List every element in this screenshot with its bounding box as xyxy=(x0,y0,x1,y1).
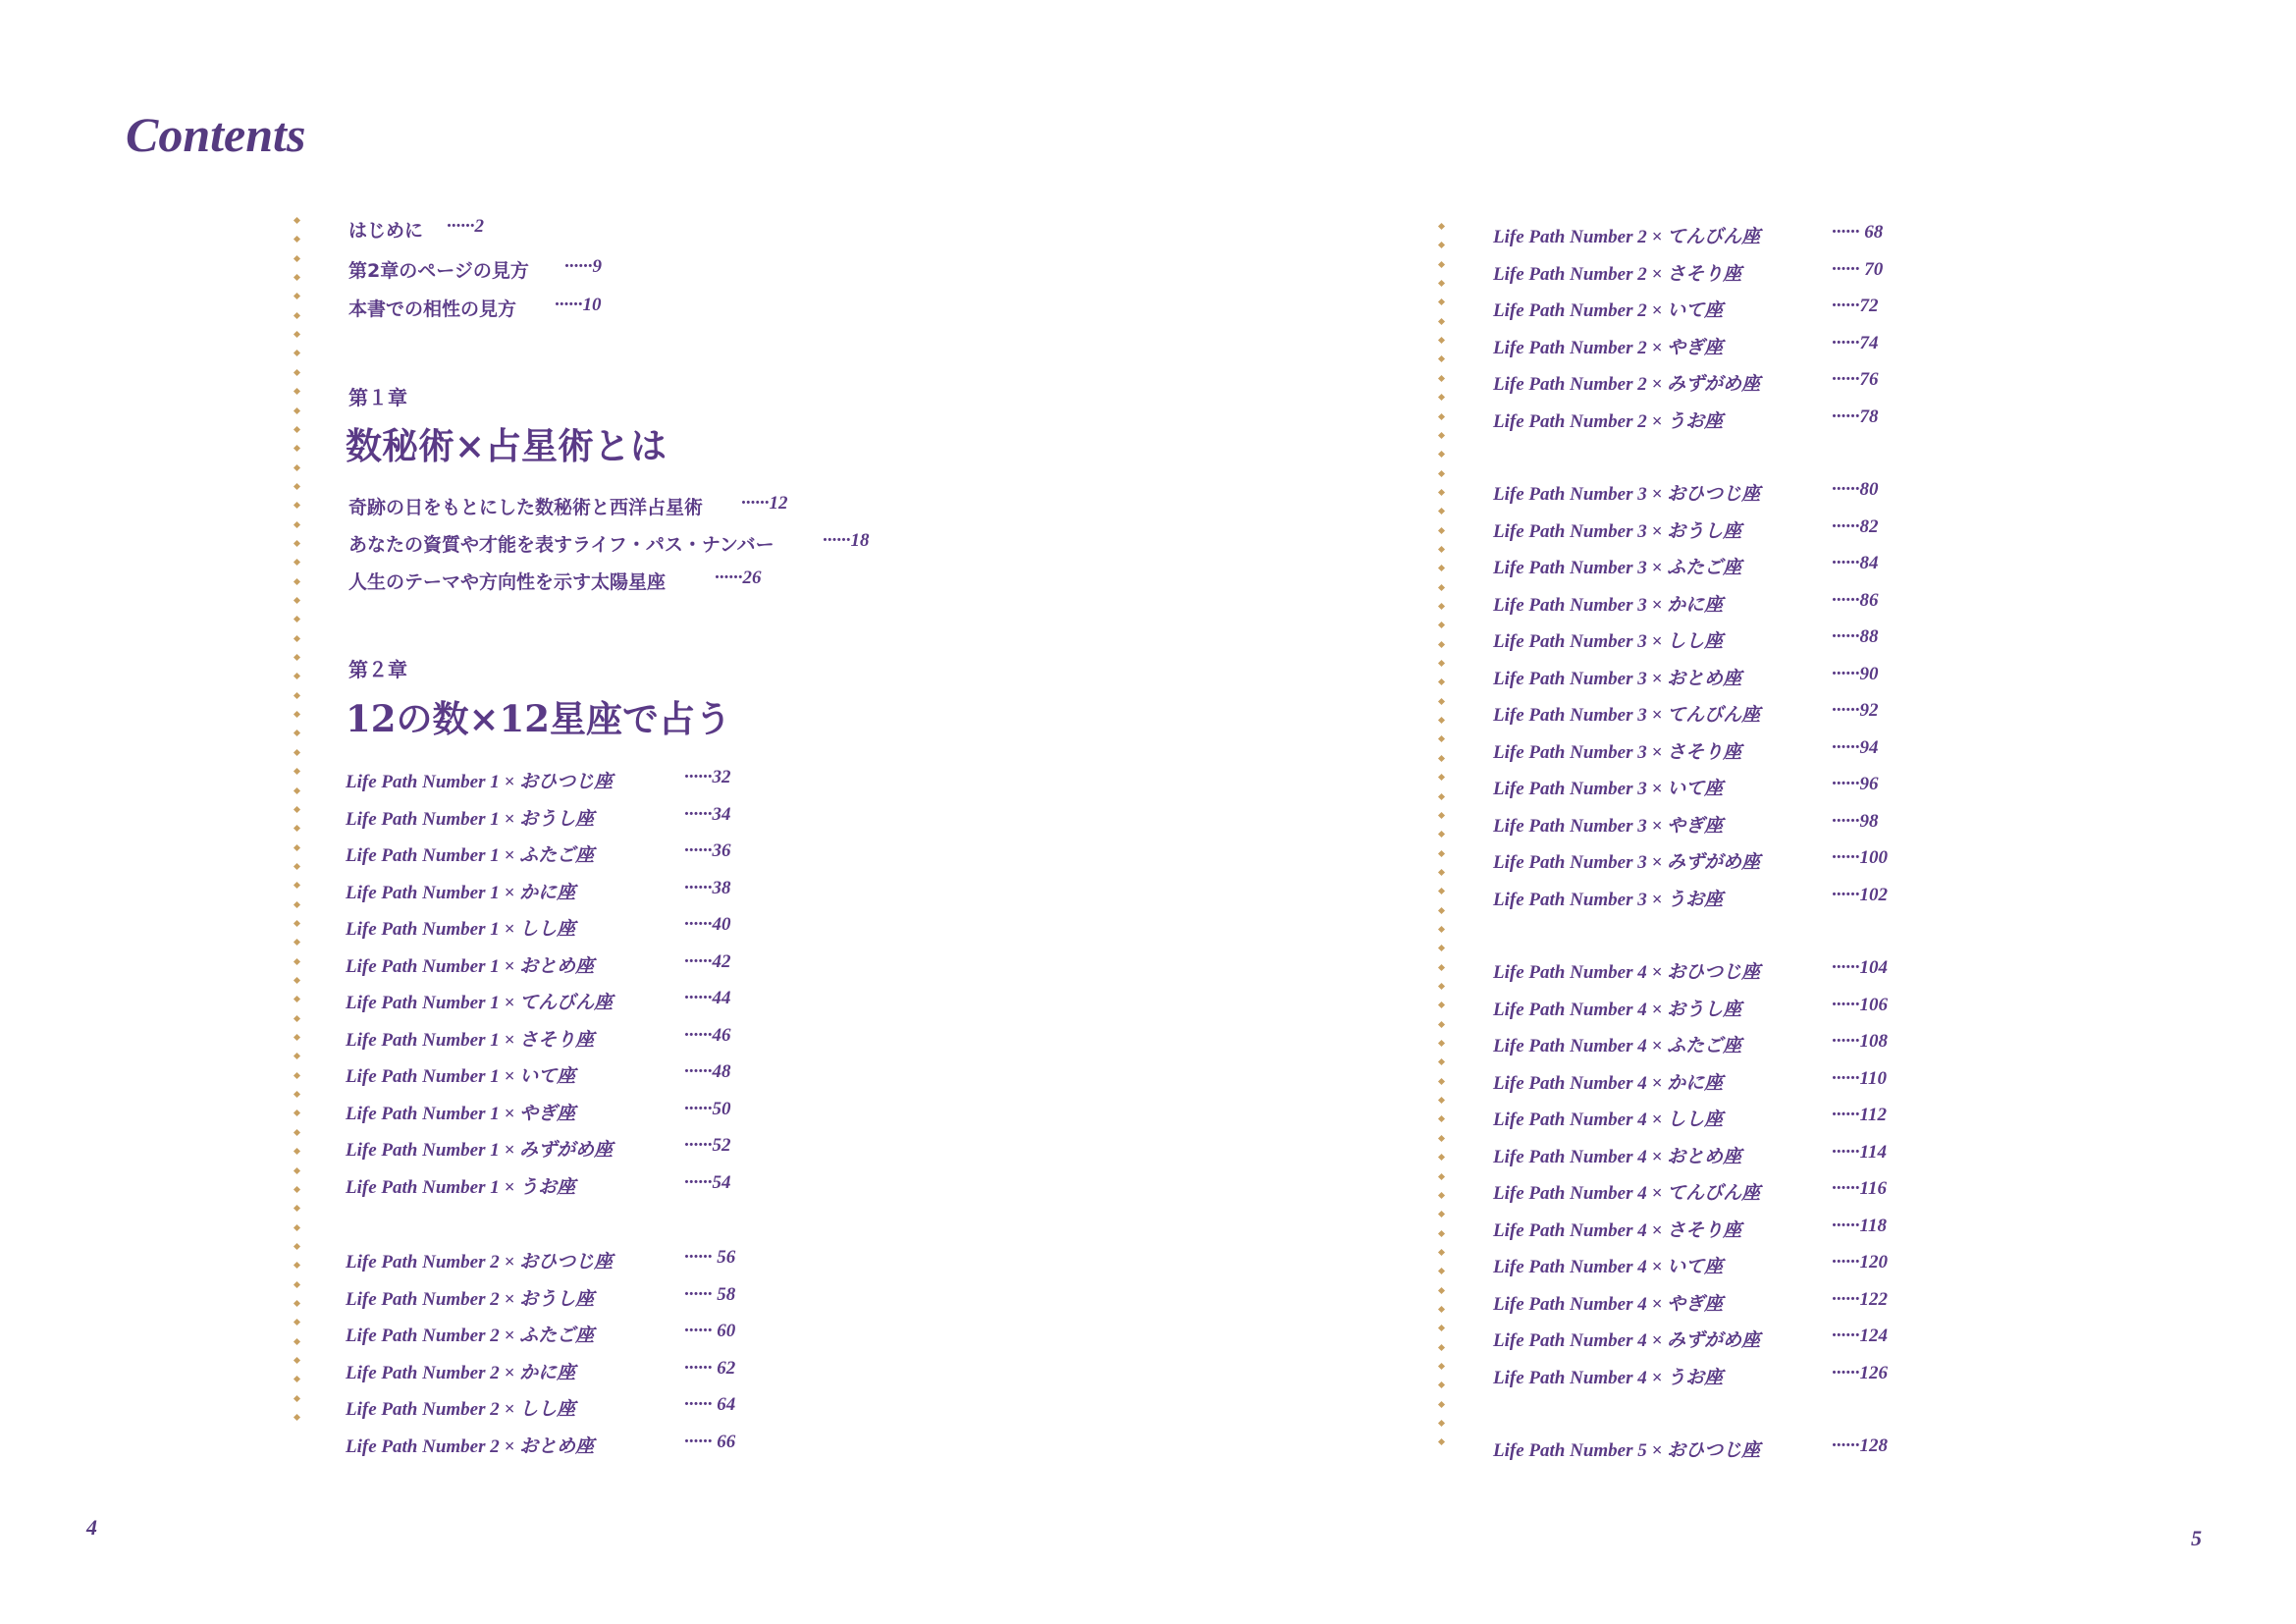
toc-entry-label: Life Path Number 3 × みずがめ座 xyxy=(1493,852,1761,873)
toc-entry[interactable] xyxy=(1493,1252,1888,1278)
toc-entry-label: Life Path Number 4 × いて座 xyxy=(1493,1257,1724,1277)
toc-entry-label: あなたの資質や才能を表すライフ・パス・ナンバー xyxy=(348,534,774,556)
toc-entry-page: ······ 62 xyxy=(684,1357,736,1379)
toc-entry[interactable] xyxy=(1493,626,1879,653)
toc-entry-page: ······78 xyxy=(1832,406,1879,427)
toc-entry-label: Life Path Number 4 × てんびん座 xyxy=(1493,1183,1761,1204)
toc-entry[interactable] xyxy=(346,877,731,904)
toc-entry[interactable] xyxy=(346,1171,731,1199)
toc-entry-page: ······94 xyxy=(1832,736,1879,758)
page-number-right: 5 xyxy=(2191,1526,2202,1550)
toc-entry-label: Life Path Number 2 × やぎ座 xyxy=(1493,337,1724,358)
toc-entry[interactable] xyxy=(1493,1215,1887,1242)
toc-entry-label: Life Path Number 2 × かに座 xyxy=(346,1362,576,1383)
toc-entry-label: Life Path Number 1 × さそり座 xyxy=(346,1029,595,1051)
toc-entry-page: ······ 64 xyxy=(684,1394,736,1415)
chapter-1-label: 第１章 xyxy=(348,386,407,409)
toc-entry-page: ······42 xyxy=(684,950,731,972)
toc-entry-page: ······116 xyxy=(1832,1178,1887,1199)
toc-entry-page: ······108 xyxy=(1832,1031,1888,1052)
toc-entry-label: Life Path Number 2 × いて座 xyxy=(1493,300,1724,321)
toc-entry[interactable] xyxy=(1493,1105,1887,1131)
toc-entry-page: ······44 xyxy=(684,988,731,1008)
toc-entry-label: Life Path Number 3 × てんびん座 xyxy=(1493,705,1761,726)
chapter-2-label: 第２章 xyxy=(348,658,407,681)
toc-entry-page: ······72 xyxy=(1832,296,1879,316)
toc-entry-label: Life Path Number 1 × てんびん座 xyxy=(346,993,614,1013)
toc-entry-page: ······126 xyxy=(1832,1362,1888,1383)
toc-entry[interactable] xyxy=(346,840,731,867)
chapter-2-title[interactable]: 12の数×12星座で占う xyxy=(346,697,731,740)
toc-entry-page: ······ 66 xyxy=(684,1431,736,1452)
toc-entry-label: Life Path Number 1 × いて座 xyxy=(346,1066,576,1087)
toc-entry[interactable] xyxy=(1493,700,1879,727)
toc-entry[interactable] xyxy=(348,530,870,557)
toc-entry-page: ······48 xyxy=(684,1061,731,1082)
toc-entry-page: ······96 xyxy=(1832,774,1879,794)
toc-entry-label: はじめに xyxy=(348,220,424,242)
toc-entry-label: Life Path Number 1 × かに座 xyxy=(346,882,576,903)
toc-entry[interactable] xyxy=(346,803,731,831)
toc-entry-page: ······114 xyxy=(1832,1141,1887,1163)
toc-entry-page: ······86 xyxy=(1832,589,1879,611)
toc-entry-page: ······76 xyxy=(1832,369,1879,390)
toc-entry-page: ······120 xyxy=(1832,1252,1888,1272)
toc-entry-label: Life Path Number 3 × おひつじ座 xyxy=(1493,484,1761,505)
toc-entry-label: Life Path Number 1 × ふたご座 xyxy=(346,845,595,866)
toc-entry-page: ······38 xyxy=(684,877,731,898)
toc-entry[interactable] xyxy=(1493,332,1879,359)
toc-entry-page: ······ 56 xyxy=(684,1247,736,1268)
toc-entry[interactable] xyxy=(1493,663,1879,690)
toc-entry[interactable] xyxy=(346,1247,736,1273)
page-title: Contents xyxy=(126,107,306,162)
toc-entry[interactable] xyxy=(1493,296,1879,322)
toc-entry[interactable] xyxy=(346,1431,736,1458)
toc-entry[interactable] xyxy=(1493,847,1888,874)
toc-entry[interactable] xyxy=(346,767,731,793)
toc-entry[interactable] xyxy=(1493,810,1879,838)
toc-entry[interactable] xyxy=(346,1394,736,1421)
toc-entry-page: ······ 58 xyxy=(684,1283,736,1305)
toc-entry-page: ······50 xyxy=(684,1098,731,1119)
page-number-left: 4 xyxy=(86,1515,97,1540)
toc-entry[interactable] xyxy=(1493,736,1879,764)
toc-entry-label: Life Path Number 1 × おうし座 xyxy=(346,808,595,830)
toc-entry-label: Life Path Number 3 × おとめ座 xyxy=(1493,668,1742,689)
toc-entry[interactable] xyxy=(348,568,762,594)
toc-entry[interactable] xyxy=(348,295,602,321)
toc-entry-label: Life Path Number 1 × おひつじ座 xyxy=(346,772,614,792)
toc-entry-label: Life Path Number 3 × しし座 xyxy=(1493,631,1724,652)
toc-entry-label: Life Path Number 1 × みずがめ座 xyxy=(346,1140,614,1161)
toc-entry-page: ······122 xyxy=(1832,1288,1888,1310)
toc-entry[interactable] xyxy=(348,493,788,519)
toc-entry-page: ······26 xyxy=(715,568,762,588)
toc-entry[interactable] xyxy=(1493,515,1879,543)
toc-entry-page: ······34 xyxy=(684,803,731,825)
toc-entry-page: ······124 xyxy=(1832,1326,1888,1346)
toc-entry[interactable] xyxy=(346,1135,731,1162)
toc-entry[interactable] xyxy=(1493,1326,1888,1352)
toc-entry-page: ······40 xyxy=(684,914,731,935)
toc-entry-page: ······74 xyxy=(1832,332,1879,353)
toc-entry-page: ······ 68 xyxy=(1832,222,1884,243)
toc-entry-label: Life Path Number 3 × さそり座 xyxy=(1493,741,1742,763)
toc-entry-label: Life Path Number 4 × おうし座 xyxy=(1493,999,1742,1020)
toc-entry-label: Life Path Number 4 × しし座 xyxy=(1493,1110,1724,1130)
toc-entry-label: Life Path Number 3 × いて座 xyxy=(1493,779,1724,799)
toc-entry-page: ······84 xyxy=(1832,553,1879,573)
toc-entry[interactable] xyxy=(1493,479,1879,506)
toc-entry-page: ······82 xyxy=(1832,515,1879,537)
toc-entry-label: Life Path Number 4 × ふたご座 xyxy=(1493,1036,1742,1056)
toc-entry-label: Life Path Number 4 × おひつじ座 xyxy=(1493,962,1761,983)
toc-entry-label: Life Path Number 1 × しし座 xyxy=(346,919,576,940)
toc-entry-label: Life Path Number 2 × ふたご座 xyxy=(346,1326,595,1346)
toc-entry[interactable] xyxy=(346,1098,731,1125)
toc-entry[interactable] xyxy=(348,216,484,243)
toc-entry[interactable] xyxy=(346,1321,736,1347)
toc-entry-page: ······18 xyxy=(823,530,870,551)
toc-entry[interactable] xyxy=(1493,369,1879,396)
toc-entry-page: ······110 xyxy=(1832,1067,1887,1089)
toc-entry-page: ······36 xyxy=(684,840,731,861)
toc-entry-page: ······112 xyxy=(1832,1105,1887,1125)
toc-entry[interactable] xyxy=(1493,1067,1887,1095)
toc-entry-page: ······118 xyxy=(1832,1215,1887,1236)
toc-entry[interactable] xyxy=(1493,884,1888,911)
toc-entry-label: Life Path Number 2 × さそり座 xyxy=(1493,263,1742,285)
toc-entry-label: Life Path Number 4 × さそり座 xyxy=(1493,1219,1742,1241)
toc-entry-label: Life Path Number 4 × かに座 xyxy=(1493,1072,1724,1094)
toc-entry-label: Life Path Number 2 × しし座 xyxy=(346,1399,576,1420)
toc-entry[interactable] xyxy=(1493,957,1888,984)
toc-entry[interactable] xyxy=(1493,1362,1888,1389)
toc-entry[interactable] xyxy=(346,1283,736,1311)
toc-entry-page: ······ 70 xyxy=(1832,258,1884,280)
toc-entry-page: ······32 xyxy=(684,767,731,787)
toc-entry-label: 奇跡の日をもとにした数秘術と西洋占星術 xyxy=(348,497,704,518)
toc-entry-page: ······98 xyxy=(1832,810,1879,832)
toc-entry-label: Life Path Number 1 × うお座 xyxy=(346,1176,576,1198)
toc-entry-page: ······52 xyxy=(684,1135,731,1156)
toc-entry-label: Life Path Number 3 × おうし座 xyxy=(1493,520,1742,542)
toc-entry-page: ······54 xyxy=(684,1171,731,1193)
toc-entry-label: Life Path Number 3 × かに座 xyxy=(1493,594,1724,616)
toc-entry-label: Life Path Number 2 × おひつじ座 xyxy=(346,1252,614,1272)
toc-entry[interactable] xyxy=(1493,553,1879,579)
toc-entry-label: Life Path Number 4 × おとめ座 xyxy=(1493,1146,1742,1167)
toc-entry-page: ······104 xyxy=(1832,957,1888,978)
toc-entry-label: Life Path Number 3 × ふたご座 xyxy=(1493,558,1742,578)
toc-entry[interactable] xyxy=(346,988,731,1014)
toc-entry-label: Life Path Number 1 × おとめ座 xyxy=(346,955,595,977)
toc-entry[interactable] xyxy=(1493,994,1888,1021)
toc-entry-page: ······92 xyxy=(1832,700,1879,721)
toc-entry-label: 第2章のページの見方 xyxy=(348,260,529,282)
toc-entry-label: Life Path Number 2 × みずがめ座 xyxy=(1493,374,1761,395)
toc-entry-page: ······128 xyxy=(1832,1435,1888,1456)
toc-entry-label: Life Path Number 4 × うお座 xyxy=(1493,1367,1724,1388)
toc-entry[interactable] xyxy=(1493,1288,1888,1316)
toc-entry-label: Life Path Number 2 × てんびん座 xyxy=(1493,227,1761,247)
toc-entry[interactable] xyxy=(346,1024,731,1052)
toc-entry[interactable] xyxy=(346,914,731,941)
toc-entry[interactable] xyxy=(1493,589,1879,617)
toc-entry-page: ······106 xyxy=(1832,994,1888,1015)
toc-entry-label: Life Path Number 2 × おうし座 xyxy=(346,1288,595,1310)
toc-entry-page: ······88 xyxy=(1832,626,1879,647)
toc-entry-page: ······ 60 xyxy=(684,1321,736,1341)
toc-entry-label: Life Path Number 4 × みずがめ座 xyxy=(1493,1330,1761,1351)
toc-entry-label: Life Path Number 3 × うお座 xyxy=(1493,889,1724,910)
toc-entry[interactable] xyxy=(1493,406,1879,433)
toc-entry-label: Life Path Number 5 × おひつじ座 xyxy=(1493,1440,1761,1461)
toc-entry[interactable] xyxy=(348,256,602,283)
toc-entry[interactable] xyxy=(1493,1031,1888,1057)
toc-entry-label: Life Path Number 3 × やぎ座 xyxy=(1493,815,1724,837)
toc-entry[interactable] xyxy=(346,950,731,978)
toc-entry[interactable] xyxy=(1493,1435,1888,1462)
toc-entry[interactable] xyxy=(1493,1178,1887,1205)
toc-entry-page: ······9 xyxy=(564,256,602,277)
toc-entry[interactable] xyxy=(1493,1141,1887,1168)
chapter-1-title[interactable]: 数秘術×占星術とは xyxy=(346,424,667,467)
toc-entry-page: ······100 xyxy=(1832,847,1888,868)
toc-entry-label: 人生のテーマや方向性を示す太陽星座 xyxy=(348,571,667,593)
toc-entry[interactable] xyxy=(346,1061,731,1088)
toc-entry[interactable] xyxy=(1493,222,1884,248)
toc-entry-label: Life Path Number 2 × おとめ座 xyxy=(346,1435,595,1457)
toc-entry-page: ······102 xyxy=(1832,884,1888,905)
toc-entry-label: Life Path Number 2 × うお座 xyxy=(1493,410,1724,432)
toc-entry-label: 本書での相性の見方 xyxy=(348,298,517,320)
toc-entry[interactable] xyxy=(346,1357,736,1384)
toc-entry-page: ······80 xyxy=(1832,479,1879,500)
toc-entry[interactable] xyxy=(1493,774,1879,800)
toc-entry-page: ······46 xyxy=(684,1024,731,1046)
toc-entry-page: ······90 xyxy=(1832,663,1879,684)
toc-entry[interactable] xyxy=(1493,258,1884,286)
toc-entry-label: Life Path Number 1 × やぎ座 xyxy=(346,1103,576,1124)
toc-entry-page: ······12 xyxy=(741,493,788,514)
toc-entry-label: Life Path Number 4 × やぎ座 xyxy=(1493,1293,1724,1315)
toc-entry-page: ······2 xyxy=(447,216,484,237)
toc-entry-page: ······10 xyxy=(555,295,602,315)
